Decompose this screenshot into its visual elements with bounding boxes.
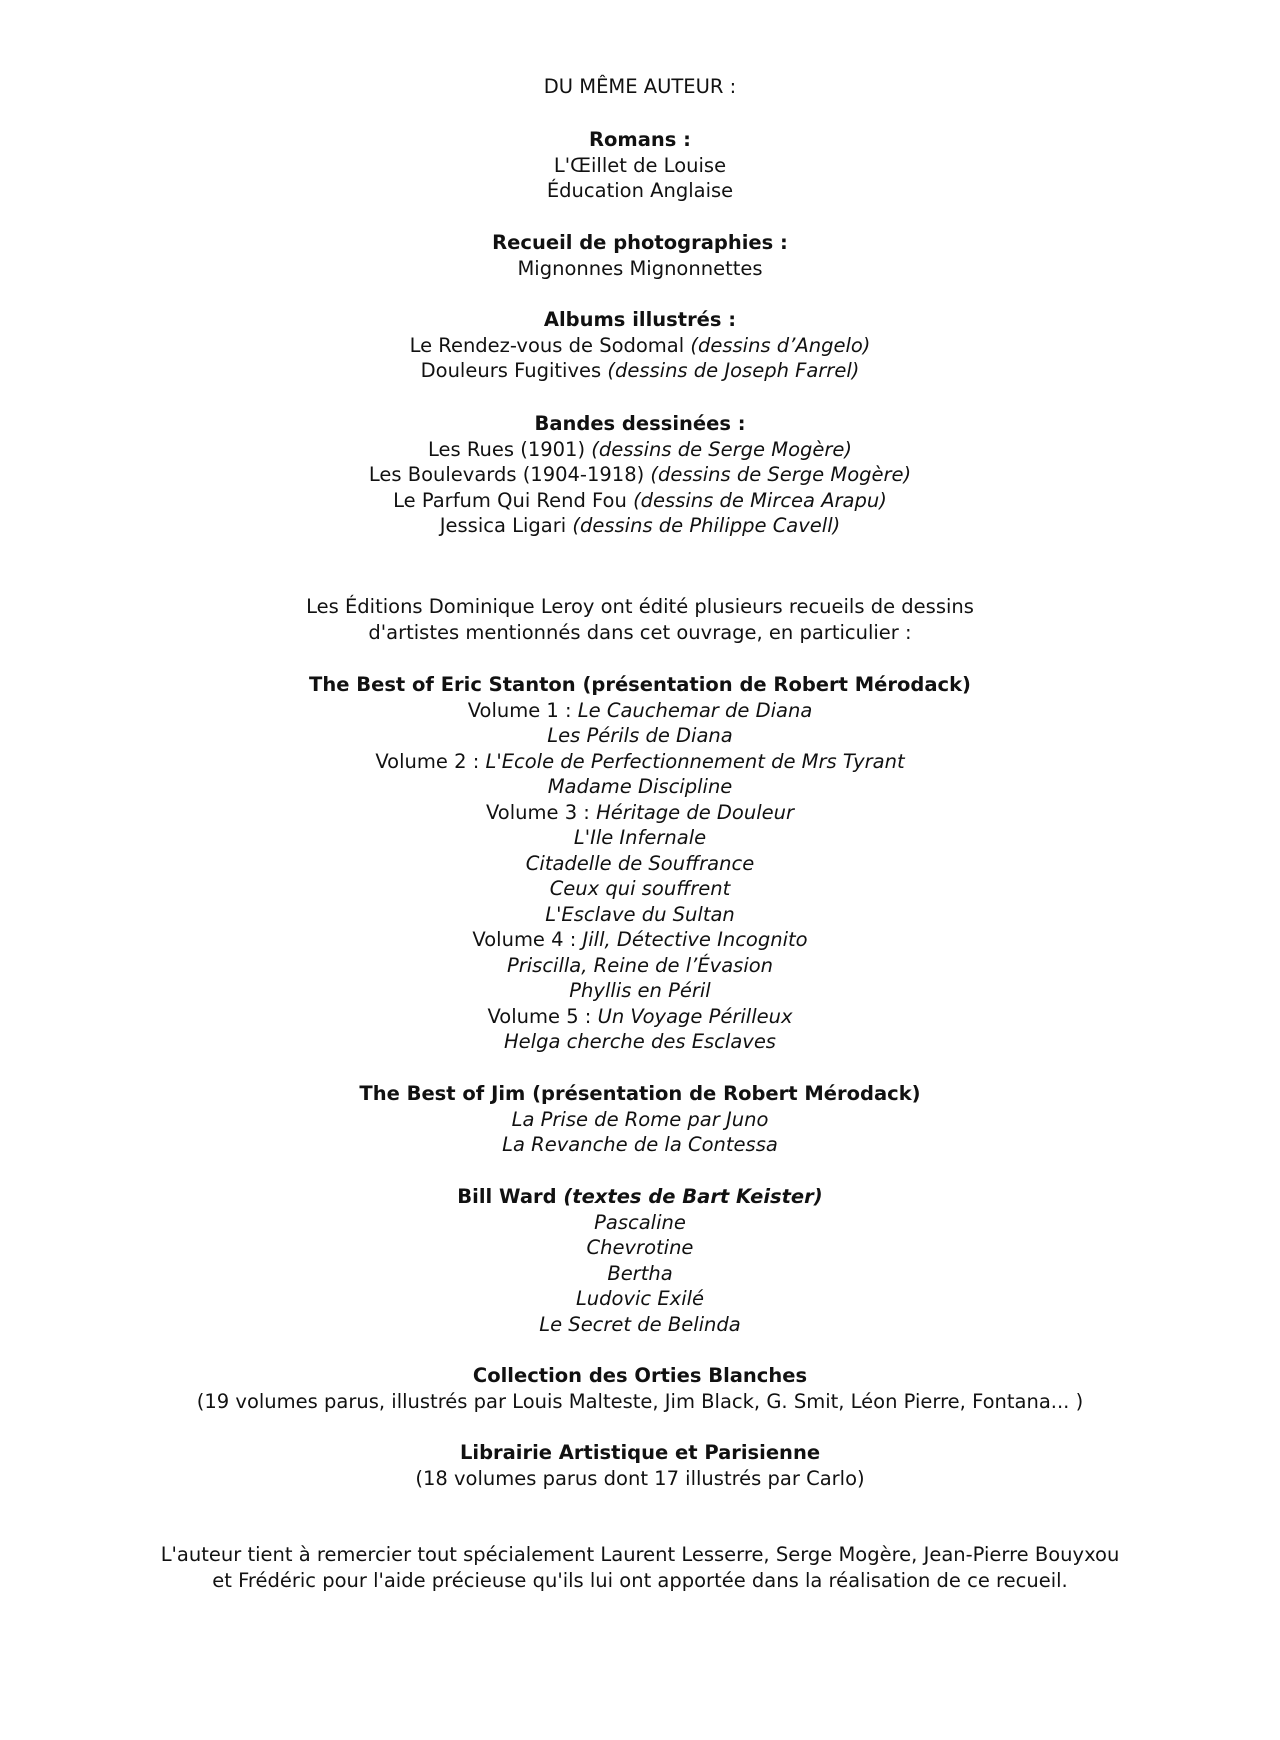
- ward-title: Le Secret de Belinda: [539, 1312, 741, 1336]
- volume-label: Volume 4 :: [472, 928, 583, 951]
- stanton-title: Citadelle de Souffrance: [525, 851, 755, 875]
- bandes-heading: Bandes dessinées :: [534, 412, 746, 435]
- stanton-title: Helga cherche des Esclaves: [504, 1030, 776, 1053]
- jim-heading: The Best of Jim (présentation de Robert Mérodack): [359, 1082, 921, 1105]
- volume-label: Volume 5 :: [487, 1004, 598, 1028]
- bande-credit: (dessins de Serge Mogère): [650, 463, 912, 486]
- album-title: Le Rendez-vous de Sodomal: [409, 333, 691, 357]
- volume-label: Volume 1 :: [467, 698, 578, 722]
- ward-heading-name: Bill Ward: [457, 1185, 564, 1208]
- librairie-note: (18 volumes parus dont 17 illustrés par Carlo): [415, 1466, 865, 1490]
- ward-heading: [0, 1184, 1280, 1210]
- bande-item: [0, 513, 1280, 539]
- volume-title: L'Ecole de Perfectionnement de Mrs Tyrant: [485, 749, 905, 773]
- stanton-heading: The Best of Eric Stanton (présentation de Robert Mérodack): [309, 673, 971, 696]
- album-item: [0, 358, 1280, 384]
- albums-heading: Albums illustrés :: [543, 308, 737, 331]
- librairie-section: [0, 1440, 1280, 1491]
- stanton-section: [0, 672, 1280, 1055]
- stanton-volume-3: [0, 800, 1280, 826]
- album-title: Douleurs Fugitives: [420, 359, 608, 382]
- bande-title: Le Parfum Qui Rend Fou: [393, 488, 634, 512]
- orties-note: (19 volumes parus, illustrés par Louis Malteste, Jim Black, G. Smit, Léon Pierre, Fontana... ): [196, 1389, 1084, 1413]
- orties-heading: Collection des Orties Blanches: [472, 1364, 808, 1387]
- volume-title: Jill, Détective Incognito: [582, 928, 808, 951]
- bande-title: Jessica Ligari: [439, 514, 573, 537]
- editions-intro: [0, 594, 1280, 645]
- librairie-heading: Librairie Artistique et Parisienne: [459, 1441, 821, 1464]
- ward-title: Pascaline: [594, 1210, 686, 1234]
- bande-credit: (dessins de Philippe Cavell): [572, 514, 841, 537]
- page-title: DU MÊME AUTEUR :: [543, 75, 737, 98]
- ward-title: Ludovic Exilé: [575, 1287, 705, 1310]
- jim-title: La Prise de Rome par Juno: [511, 1107, 769, 1131]
- stanton-title: Les Périls de Diana: [547, 724, 733, 747]
- editions-intro-line: d'artistes mentionnés dans cet ouvrage, en particulier :: [368, 620, 912, 644]
- bande-credit: (dessins de Serge Mogère): [591, 437, 853, 461]
- stanton-title: L'Esclave du Sultan: [545, 902, 735, 926]
- volume-title: Héritage de Douleur: [596, 800, 795, 824]
- albums-section: [0, 307, 1280, 384]
- ward-title: Chevrotine: [586, 1236, 694, 1259]
- volume-label: Volume 3 :: [485, 800, 597, 824]
- jim-title: La Revanche de la Contessa: [502, 1133, 778, 1156]
- photographies-section: [0, 230, 1280, 281]
- photographies-heading: Recueil de photographies :: [492, 231, 788, 254]
- stanton-volume-4: [0, 927, 1280, 953]
- romans-heading: Romans :: [589, 128, 691, 151]
- photographies-item: Mignonnes Mignonnettes: [517, 256, 763, 280]
- stanton-title: Phyllis en Péril: [569, 979, 711, 1002]
- romans-section: [0, 127, 1280, 204]
- acknowledgement-line: et Frédéric pour l'aide précieuse qu'ils lui ont apportée dans la réalisation de ce recueil.: [212, 1568, 1068, 1592]
- acknowledgements: [0, 1542, 1280, 1593]
- album-credit: (dessins d’Angelo): [690, 333, 871, 357]
- bande-title: Les Boulevards (1904-1918): [368, 463, 651, 486]
- header-block: [0, 74, 1280, 100]
- bandes-section: [0, 411, 1280, 539]
- volume-label: Volume 2 :: [375, 749, 486, 773]
- bande-title: Les Rues (1901): [427, 437, 592, 461]
- volume-title: Un Voyage Périlleux: [597, 1004, 793, 1028]
- stanton-title: Ceux qui souffrent: [549, 877, 731, 900]
- album-item: [0, 333, 1280, 359]
- bande-item: [0, 437, 1280, 463]
- roman-item: Éducation Anglaise: [546, 179, 734, 202]
- editions-intro-line: Les Éditions Dominique Leroy ont édité plusieurs recueils de dessins: [306, 595, 974, 618]
- stanton-volume-2: [0, 749, 1280, 775]
- bande-item: [0, 462, 1280, 488]
- volume-title: Le Cauchemar de Diana: [577, 698, 813, 722]
- ward-heading-credit: (textes de Bart Keister): [563, 1185, 823, 1208]
- jim-section: [0, 1081, 1280, 1158]
- roman-item: L'Œillet de Louise: [553, 153, 727, 177]
- stanton-title: L'Ile Infernale: [573, 826, 707, 849]
- album-credit: (dessins de Joseph Farrel): [607, 359, 860, 382]
- acknowledgement-line: L'auteur tient à remercier tout spécialement Laurent Lesserre, Serge Mogère, Jean-Pierre Bouyxou: [160, 1543, 1120, 1566]
- stanton-title: Madame Discipline: [547, 775, 733, 798]
- stanton-volume-5: [0, 1004, 1280, 1030]
- ward-section: [0, 1184, 1280, 1337]
- stanton-volume-1: [0, 698, 1280, 724]
- stanton-title: Priscilla, Reine de l’Évasion: [506, 953, 774, 977]
- bande-credit: (dessins de Mircea Arapu): [633, 488, 887, 512]
- ward-title: Bertha: [607, 1261, 673, 1285]
- bande-item: [0, 488, 1280, 514]
- orties-section: [0, 1363, 1280, 1414]
